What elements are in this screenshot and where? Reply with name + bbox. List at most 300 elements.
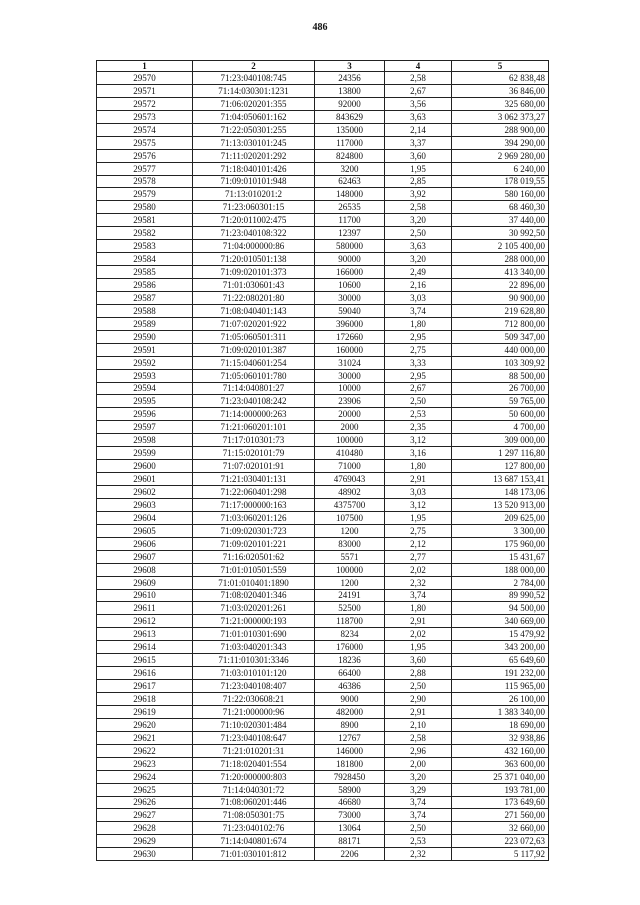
table-cell: 71:11:010301:3346 <box>193 654 315 667</box>
table-cell: 1,95 <box>385 162 452 175</box>
table-cell: 1 383 340,00 <box>452 705 549 718</box>
table-cell: 29583 <box>97 240 193 253</box>
table-cell: 68 460,30 <box>452 201 549 214</box>
table-cell: 127 800,00 <box>452 460 549 473</box>
table-cell: 71:21:030401:131 <box>193 473 315 486</box>
table-cell: 20000 <box>315 408 385 421</box>
table-cell: 25 371 040,00 <box>452 770 549 783</box>
table-cell: 3,74 <box>385 589 452 602</box>
table-cell: 29605 <box>97 524 193 537</box>
table-row <box>97 770 549 783</box>
table-cell: 2,02 <box>385 563 452 576</box>
table-cell: 2,95 <box>385 369 452 382</box>
table-row <box>97 408 549 421</box>
table-cell: 432 160,00 <box>452 744 549 757</box>
table-cell: 71:20:011002:475 <box>193 214 315 227</box>
table-cell: 3,20 <box>385 214 452 227</box>
table-cell: 29595 <box>97 395 193 408</box>
table-row <box>97 214 549 227</box>
table-cell: 32 938,86 <box>452 731 549 744</box>
table-row <box>97 654 549 667</box>
table-row <box>97 317 549 330</box>
table-cell: 10600 <box>315 279 385 292</box>
table-cell: 29588 <box>97 304 193 317</box>
table-cell: 29629 <box>97 835 193 848</box>
table-row <box>97 227 549 240</box>
table-cell: 29585 <box>97 266 193 279</box>
table-cell: 175 960,00 <box>452 537 549 550</box>
table-cell: 29612 <box>97 615 193 628</box>
table-row <box>97 602 549 615</box>
table-cell: 103 309,92 <box>452 356 549 369</box>
table-row <box>97 589 549 602</box>
table-cell: 2,50 <box>385 822 452 835</box>
table-cell: 71:11:020201:292 <box>193 149 315 162</box>
table-row <box>97 757 549 770</box>
table-cell: 13064 <box>315 822 385 835</box>
table-cell: 29580 <box>97 201 193 214</box>
table-cell: 413 340,00 <box>452 266 549 279</box>
table-cell: 71:03:040201:343 <box>193 641 315 654</box>
table-cell: 5571 <box>315 550 385 563</box>
table-cell: 363 600,00 <box>452 757 549 770</box>
table-cell: 166000 <box>315 266 385 279</box>
table-cell: 2,02 <box>385 628 452 641</box>
table-row <box>97 511 549 524</box>
table-cell: 29616 <box>97 667 193 680</box>
table-cell: 2,95 <box>385 330 452 343</box>
table-cell: 58900 <box>315 783 385 796</box>
table-cell: 1,95 <box>385 511 452 524</box>
table-cell: 71:17:010301:73 <box>193 434 315 447</box>
table-cell: 71:23:040102:76 <box>193 822 315 835</box>
table-cell: 62463 <box>315 175 385 188</box>
table-cell: 29589 <box>97 317 193 330</box>
table-cell: 100000 <box>315 434 385 447</box>
table-cell: 13 520 913,00 <box>452 498 549 511</box>
table-cell: 29610 <box>97 589 193 602</box>
table-row <box>97 835 549 848</box>
table-cell: 843629 <box>315 110 385 123</box>
table-cell: 29573 <box>97 110 193 123</box>
table-row <box>97 356 549 369</box>
table-cell: 29590 <box>97 330 193 343</box>
table-row <box>97 72 549 85</box>
table-cell: 29577 <box>97 162 193 175</box>
table-row <box>97 330 549 343</box>
table-cell: 160000 <box>315 343 385 356</box>
table-cell: 29598 <box>97 434 193 447</box>
table-cell: 3200 <box>315 162 385 175</box>
table-cell: 2,53 <box>385 835 452 848</box>
table-row <box>97 641 549 654</box>
table-cell: 92000 <box>315 97 385 110</box>
table-row <box>97 447 549 460</box>
table-cell: 1200 <box>315 576 385 589</box>
table-cell: 5 117,92 <box>452 848 549 861</box>
table-cell: 118700 <box>315 615 385 628</box>
table-cell: 4375700 <box>315 498 385 511</box>
table-cell: 1,95 <box>385 641 452 654</box>
table-cell: 83000 <box>315 537 385 550</box>
table-row <box>97 136 549 149</box>
table-row <box>97 369 549 382</box>
table-cell: 1 297 116,80 <box>452 447 549 460</box>
table-row <box>97 731 549 744</box>
table-cell: 146000 <box>315 744 385 757</box>
table-cell: 29574 <box>97 123 193 136</box>
table-cell: 71:18:040101:426 <box>193 162 315 175</box>
table-cell: 2,16 <box>385 279 452 292</box>
table-cell: 2 969 280,00 <box>452 149 549 162</box>
table-cell: 71:04:050601:162 <box>193 110 315 123</box>
table-cell: 71:22:080201:80 <box>193 291 315 304</box>
table-cell: 2,58 <box>385 731 452 744</box>
table-cell: 29594 <box>97 382 193 395</box>
table-cell: 115 965,00 <box>452 680 549 693</box>
table-cell: 71:15:020101:79 <box>193 447 315 460</box>
table-cell: 46386 <box>315 680 385 693</box>
table-row <box>97 110 549 123</box>
table-cell: 13800 <box>315 84 385 97</box>
table-cell: 3,56 <box>385 97 452 110</box>
table-cell: 30 992,50 <box>452 227 549 240</box>
table-cell: 2,35 <box>385 421 452 434</box>
table-cell: 71:23:040108:407 <box>193 680 315 693</box>
column-header: 4 <box>385 61 452 72</box>
table-cell: 12397 <box>315 227 385 240</box>
table-row <box>97 395 549 408</box>
table-cell: 71:14:000000:263 <box>193 408 315 421</box>
table-row <box>97 563 549 576</box>
table-row <box>97 434 549 447</box>
table-cell: 71:23:060301:15 <box>193 201 315 214</box>
table-row <box>97 822 549 835</box>
table-cell: 3,74 <box>385 809 452 822</box>
table-cell: 4 700,00 <box>452 421 549 434</box>
table-cell: 71:09:020101:373 <box>193 266 315 279</box>
table-cell: 29613 <box>97 628 193 641</box>
table-cell: 71:14:040301:72 <box>193 783 315 796</box>
table-cell: 29603 <box>97 498 193 511</box>
table-cell: 50 600,00 <box>452 408 549 421</box>
table-cell: 29572 <box>97 97 193 110</box>
table-cell: 24191 <box>315 589 385 602</box>
table-cell: 2,00 <box>385 757 452 770</box>
table-row <box>97 718 549 731</box>
table-cell: 2,88 <box>385 667 452 680</box>
table-cell: 71:20:010501:138 <box>193 253 315 266</box>
table-cell: 29570 <box>97 72 193 85</box>
table-cell: 71:01:030601:43 <box>193 279 315 292</box>
table-cell: 71:08:050301:75 <box>193 809 315 822</box>
table-cell: 15 431,67 <box>452 550 549 563</box>
table-cell: 71:01:030101:812 <box>193 848 315 861</box>
table-cell: 71:16:020501:62 <box>193 550 315 563</box>
table-cell: 15 479,92 <box>452 628 549 641</box>
table-cell: 71:08:060201:446 <box>193 796 315 809</box>
table-cell: 62 838,48 <box>452 72 549 85</box>
table-cell: 71:05:060501:311 <box>193 330 315 343</box>
table-cell: 71:04:000000:86 <box>193 240 315 253</box>
table-cell: 71:21:060201:101 <box>193 421 315 434</box>
table-cell: 29607 <box>97 550 193 563</box>
table-cell: 46680 <box>315 796 385 809</box>
table-cell: 52500 <box>315 602 385 615</box>
table-row <box>97 162 549 175</box>
table-row <box>97 253 549 266</box>
table-cell: 29578 <box>97 175 193 188</box>
table-cell: 482000 <box>315 705 385 718</box>
table-cell: 29619 <box>97 705 193 718</box>
table-row <box>97 175 549 188</box>
table-cell: 29579 <box>97 188 193 201</box>
table-cell: 30000 <box>315 291 385 304</box>
table-cell: 3,20 <box>385 253 452 266</box>
table-cell: 172660 <box>315 330 385 343</box>
table-cell: 3,63 <box>385 240 452 253</box>
table-cell: 410480 <box>315 447 385 460</box>
table-cell: 340 669,00 <box>452 615 549 628</box>
table-row <box>97 84 549 97</box>
table-cell: 181800 <box>315 757 385 770</box>
table-cell: 71:07:020201:922 <box>193 317 315 330</box>
table-cell: 7928450 <box>315 770 385 783</box>
table-row <box>97 382 549 395</box>
table-cell: 29615 <box>97 654 193 667</box>
table-cell: 29626 <box>97 796 193 809</box>
table-cell: 18236 <box>315 654 385 667</box>
table-cell: 2,91 <box>385 705 452 718</box>
table-cell: 191 232,00 <box>452 667 549 680</box>
table-cell: 94 500,00 <box>452 602 549 615</box>
table-cell: 2000 <box>315 421 385 434</box>
table-cell: 71:05:060101:780 <box>193 369 315 382</box>
table-row <box>97 537 549 550</box>
table-cell: 29593 <box>97 369 193 382</box>
table-cell: 23906 <box>315 395 385 408</box>
table-cell: 148000 <box>315 188 385 201</box>
table-cell: 173 649,60 <box>452 796 549 809</box>
table-cell: 394 290,00 <box>452 136 549 149</box>
table-cell: 65 649,60 <box>452 654 549 667</box>
table-cell: 26 100,00 <box>452 693 549 706</box>
table-row <box>97 744 549 757</box>
table-cell: 29597 <box>97 421 193 434</box>
table-cell: 6 240,00 <box>452 162 549 175</box>
table-row <box>97 576 549 589</box>
table-cell: 712 800,00 <box>452 317 549 330</box>
table-cell: 71:15:040601:254 <box>193 356 315 369</box>
table-cell: 71:09:010101:948 <box>193 175 315 188</box>
table-cell: 71:23:040108:745 <box>193 72 315 85</box>
data-table <box>96 60 549 861</box>
table-row <box>97 201 549 214</box>
table-row <box>97 149 549 162</box>
table-cell: 24356 <box>315 72 385 85</box>
table-cell: 3,12 <box>385 498 452 511</box>
table-cell: 71:03:060201:126 <box>193 511 315 524</box>
table-cell: 8234 <box>315 628 385 641</box>
table-cell: 89 990,52 <box>452 589 549 602</box>
table-cell: 29617 <box>97 680 193 693</box>
table-cell: 29591 <box>97 343 193 356</box>
table-cell: 1200 <box>315 524 385 537</box>
table-cell: 3,03 <box>385 291 452 304</box>
table-cell: 580 160,00 <box>452 188 549 201</box>
table-cell: 824800 <box>315 149 385 162</box>
table-cell: 2,58 <box>385 72 452 85</box>
table-cell: 90000 <box>315 253 385 266</box>
table-cell: 36 846,00 <box>452 84 549 97</box>
table-cell: 29600 <box>97 460 193 473</box>
table-cell: 325 680,00 <box>452 97 549 110</box>
table-cell: 29618 <box>97 693 193 706</box>
table-cell: 66400 <box>315 667 385 680</box>
table-cell: 71:13:030101:245 <box>193 136 315 149</box>
table-row <box>97 123 549 136</box>
table-cell: 29606 <box>97 537 193 550</box>
table-cell: 18 690,00 <box>452 718 549 731</box>
table-cell: 148 173,06 <box>452 486 549 499</box>
table-row <box>97 291 549 304</box>
table-cell: 117000 <box>315 136 385 149</box>
table-cell: 3,20 <box>385 770 452 783</box>
table-row <box>97 486 549 499</box>
table-cell: 2,67 <box>385 382 452 395</box>
table-cell: 2,85 <box>385 175 452 188</box>
table-row <box>97 279 549 292</box>
table-cell: 2 105 400,00 <box>452 240 549 253</box>
table-cell: 29584 <box>97 253 193 266</box>
table-cell: 9000 <box>315 693 385 706</box>
table-cell: 29623 <box>97 757 193 770</box>
table-cell: 176000 <box>315 641 385 654</box>
table-cell: 3,16 <box>385 447 452 460</box>
table-row <box>97 498 549 511</box>
table-cell: 2,49 <box>385 266 452 279</box>
column-header: 1 <box>97 61 193 72</box>
table-cell: 71000 <box>315 460 385 473</box>
table-cell: 29611 <box>97 602 193 615</box>
table-cell: 271 560,00 <box>452 809 549 822</box>
table-cell: 135000 <box>315 123 385 136</box>
table-cell: 188 000,00 <box>452 563 549 576</box>
table-row <box>97 705 549 718</box>
table-cell: 107500 <box>315 511 385 524</box>
table-cell: 71:20:000000:803 <box>193 770 315 783</box>
table-cell: 29587 <box>97 291 193 304</box>
table-cell: 2 784,00 <box>452 576 549 589</box>
table-cell: 29571 <box>97 84 193 97</box>
table-cell: 309 000,00 <box>452 434 549 447</box>
table-cell: 1,80 <box>385 317 452 330</box>
table-cell: 59 765,00 <box>452 395 549 408</box>
table-row <box>97 343 549 356</box>
table-cell: 29630 <box>97 848 193 861</box>
table-cell: 10000 <box>315 382 385 395</box>
table-cell: 71:06:020201:355 <box>193 97 315 110</box>
table-cell: 29608 <box>97 563 193 576</box>
table-cell: 71:10:020301:484 <box>193 718 315 731</box>
table-cell: 2,75 <box>385 343 452 356</box>
table-cell: 29576 <box>97 149 193 162</box>
table-cell: 2,32 <box>385 848 452 861</box>
table-cell: 71:09:020101:221 <box>193 537 315 550</box>
table-cell: 223 072,63 <box>452 835 549 848</box>
table-cell: 219 628,80 <box>452 304 549 317</box>
table-cell: 509 347,00 <box>452 330 549 343</box>
column-header: 5 <box>452 61 549 72</box>
table-cell: 71:21:000000:96 <box>193 705 315 718</box>
table-row <box>97 615 549 628</box>
table-cell: 29599 <box>97 447 193 460</box>
table-cell: 3,92 <box>385 188 452 201</box>
table-row <box>97 809 549 822</box>
table-cell: 4769043 <box>315 473 385 486</box>
table-cell: 29581 <box>97 214 193 227</box>
table-cell: 29609 <box>97 576 193 589</box>
table-cell: 209 625,00 <box>452 511 549 524</box>
table-cell: 59040 <box>315 304 385 317</box>
table-cell: 71:14:030301:1231 <box>193 84 315 97</box>
table-cell: 3 062 373,27 <box>452 110 549 123</box>
table-cell: 3,33 <box>385 356 452 369</box>
table-row <box>97 848 549 861</box>
table-cell: 29614 <box>97 641 193 654</box>
table-cell: 29628 <box>97 822 193 835</box>
table-cell: 3,03 <box>385 486 452 499</box>
table-row <box>97 524 549 537</box>
table-cell: 3,37 <box>385 136 452 149</box>
table-cell: 2,32 <box>385 576 452 589</box>
column-header: 3 <box>315 61 385 72</box>
table-cell: 2,58 <box>385 201 452 214</box>
table-cell: 3,12 <box>385 434 452 447</box>
table-cell: 29582 <box>97 227 193 240</box>
table-cell: 3,74 <box>385 304 452 317</box>
table-row <box>97 550 549 563</box>
table-cell: 71:14:040801:674 <box>193 835 315 848</box>
table-cell: 71:22:030608:21 <box>193 693 315 706</box>
table-cell: 178 019,55 <box>452 175 549 188</box>
table-cell: 71:08:020401:346 <box>193 589 315 602</box>
table-cell: 71:01:010401:1890 <box>193 576 315 589</box>
table-cell: 3,63 <box>385 110 452 123</box>
table-cell: 88 500,00 <box>452 369 549 382</box>
table-cell: 71:23:040108:322 <box>193 227 315 240</box>
table-cell: 71:18:020401:554 <box>193 757 315 770</box>
table-cell: 29620 <box>97 718 193 731</box>
table-cell: 71:17:000000:163 <box>193 498 315 511</box>
table-cell: 71:21:010201:31 <box>193 744 315 757</box>
table-cell: 2,75 <box>385 524 452 537</box>
table-cell: 2,12 <box>385 537 452 550</box>
table-cell: 2,67 <box>385 84 452 97</box>
table-cell: 88171 <box>315 835 385 848</box>
table-cell: 29627 <box>97 809 193 822</box>
table-cell: 193 781,00 <box>452 783 549 796</box>
table-cell: 3,60 <box>385 654 452 667</box>
table-row <box>97 628 549 641</box>
table-cell: 100000 <box>315 563 385 576</box>
table-cell: 8900 <box>315 718 385 731</box>
table-cell: 288 900,00 <box>452 123 549 136</box>
table-cell: 2,53 <box>385 408 452 421</box>
table-cell: 73000 <box>315 809 385 822</box>
table-row <box>97 693 549 706</box>
table-cell: 2206 <box>315 848 385 861</box>
